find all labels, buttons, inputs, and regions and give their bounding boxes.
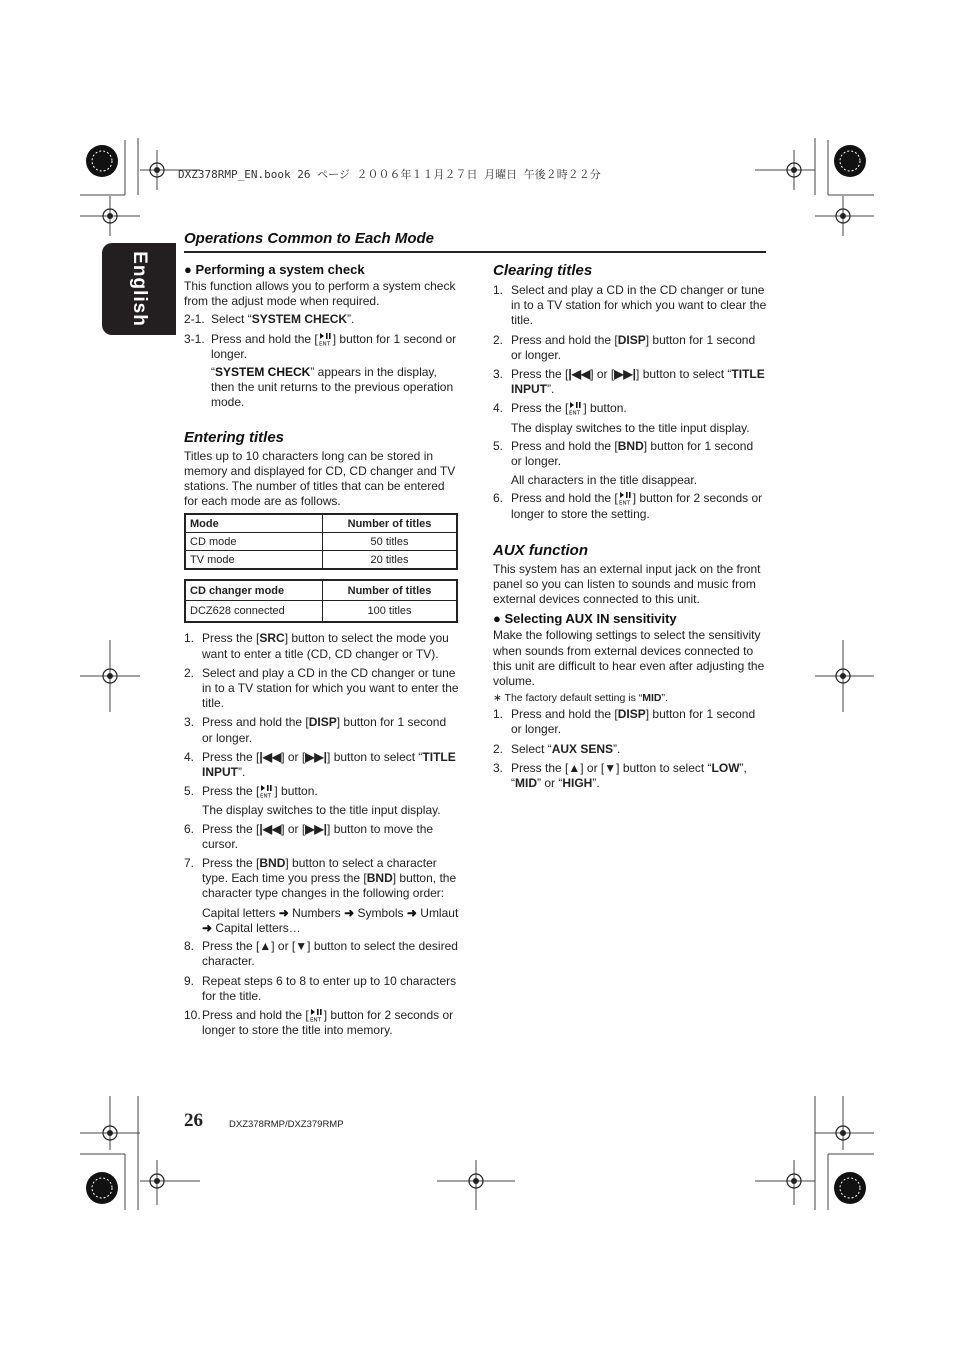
table-row: TV mode 20 titles xyxy=(185,551,457,570)
system-check-heading: ● Performing a system check xyxy=(184,262,365,277)
arrow-right-icon: ➜ xyxy=(278,905,289,920)
factory-default-note: ∗ The factory default setting is “MID”. xyxy=(493,692,668,705)
titles-table-modes xyxy=(184,513,458,570)
enter-step-7: 7. Press the [BND] button to select a character type. Each time you press the [BND] button, the character type changes in the following order: xyxy=(184,856,457,901)
svg-text:ENT: ENT xyxy=(618,500,630,506)
character-type-order: Capital letters ➜ Numbers ➜ Symbols ➜ Umlaut ➜ Capital letters… xyxy=(202,905,459,935)
aux-function-heading: AUX function xyxy=(493,541,588,559)
play-pause-ent-icon xyxy=(259,784,274,798)
enter-step-6: 6. Press the [|◀◀] or [▶▶|] button to move the cursor. xyxy=(184,821,434,851)
svg-text:ENT: ENT xyxy=(569,410,581,416)
clearing-titles-heading: Clearing titles xyxy=(493,262,593,279)
aux-step-2: 2. Select “AUX SENS”. xyxy=(493,741,621,756)
clear-step-3: 3. Press the [|◀◀] or [▶▶|] button to select “TITLE INPUT”. xyxy=(493,367,765,397)
language-tab xyxy=(102,243,176,335)
left-column xyxy=(184,262,460,1038)
up-arrow-icon: ▲ xyxy=(568,760,581,775)
play-pause-ent-icon xyxy=(318,332,333,346)
prev-track-icon: |◀◀ xyxy=(259,821,282,836)
svg-text:ENT: ENT xyxy=(318,341,330,346)
table-header-row: CD changer mode Number of titles xyxy=(185,580,457,601)
section-rule xyxy=(184,251,766,253)
table-row: DCZ628 connected 100 titles xyxy=(185,601,457,623)
next-track-icon: ▶▶| xyxy=(305,749,328,764)
arrow-right-icon: ➜ xyxy=(202,920,213,935)
system-check-intro: This function allows you to perform a system check from the adjust mode when required. xyxy=(184,279,456,309)
clear-step-1: 1. Select and play a CD in the CD changer or tune in to a TV station for which you want to clear the title. xyxy=(493,283,767,328)
table-row: CD mode 50 titles xyxy=(185,533,457,551)
enter-step-5: 5. Press the [ ENT ] button. xyxy=(184,784,318,799)
enter-step-4: 4. Press the [|◀◀] or [▶▶|] button to select “TITLE INPUT”. xyxy=(184,749,456,780)
table-header-row: Mode Number of titles xyxy=(185,514,457,533)
entering-titles-heading: Entering titles xyxy=(184,428,285,446)
aux-step-1: 1. Press and hold the [DISP] button for 1 second or longer. xyxy=(493,707,756,737)
step-3-1: 3-1. Press and hold the [ ENT ] button for 1 second or longer. xyxy=(184,331,457,361)
next-track-icon: ▶▶| xyxy=(614,367,637,382)
play-pause-ent-icon xyxy=(568,401,583,415)
book-info-line: DXZ378RMP_EN.book 26 ページ ２００６年１１月２７日 月曜日 午後２時２２分 xyxy=(178,168,601,181)
prev-track-icon: |◀◀ xyxy=(259,749,282,764)
play-pause-ent-icon xyxy=(309,1008,324,1022)
enter-step-1: 1. Press the [SRC] button to select the mode you want to enter a title (CD, CD changer or TV). xyxy=(184,631,449,661)
clear-step-4: 4. Press the [ ENT ] button. xyxy=(493,401,627,416)
system-check-note: “SYSTEM CHECK” appears in the display, then the unit returns to the previous operation mode. xyxy=(211,365,454,410)
aux-step-3: 3. Press the [▲] or [▼] button to select “LOW”, “MID” or “HIGH”. xyxy=(493,760,747,791)
aux-sensitivity-heading: ● Selecting AUX IN sensitivity xyxy=(493,611,677,627)
enter-step-9: 9. Repeat steps 6 to 8 to enter up to 10 characters for the title. xyxy=(184,973,457,1003)
svg-text:ENT: ENT xyxy=(260,793,272,799)
arrow-right-icon: ➜ xyxy=(406,905,417,920)
down-arrow-icon: ▼ xyxy=(295,939,308,954)
up-arrow-icon: ▲ xyxy=(259,939,272,954)
enter-step-3: 3. Press and hold the [DISP] button for 1 second or longer. xyxy=(184,715,447,745)
right-column xyxy=(493,262,767,791)
play-pause-ent-icon xyxy=(618,491,633,505)
clear-step-5-note: All characters in the title disappear. xyxy=(511,473,698,488)
clear-step-5: 5. Press and hold the [BND] button for 1 second or longer. xyxy=(493,438,754,469)
aux-intro: This system has an external input jack on the front panel so you can listen to sounds and music from external devices connected to this unit. xyxy=(493,561,761,607)
prev-track-icon: |◀◀ xyxy=(568,367,591,382)
aux-description: Make the following settings to select the sensitivity when sounds from external devices connected to this unit are difficult to hear even after adjusting the volume. xyxy=(493,628,765,689)
titles-table-changer xyxy=(184,579,458,623)
model-number: DXZ378RMP/DXZ379RMP xyxy=(229,1119,344,1130)
entering-titles-intro: Titles up to 10 characters long can be stored in memory and displayed for CD, CD changer and TV stations. The number of titles that can be entered for each mode are as follows. xyxy=(184,448,456,509)
entering-titles-steps xyxy=(184,631,460,1038)
arrow-right-icon: ➜ xyxy=(344,905,355,920)
svg-text:ENT: ENT xyxy=(309,1017,321,1022)
enter-step-5-note: The display switches to the title input display. xyxy=(202,803,441,818)
clear-step-4-note: The display switches to the title input display. xyxy=(511,420,750,435)
clear-step-2: 2. Press and hold the [DISP] button for 1 second or longer. xyxy=(493,332,756,362)
down-arrow-icon: ▼ xyxy=(604,760,617,775)
next-track-icon: ▶▶| xyxy=(305,821,328,836)
clear-step-6: 6. Press and hold the [ ENT ] button for 2 seconds or longer to store the setting. xyxy=(493,491,763,521)
enter-step-10: 10. Press and hold the [ ENT ] button for 2 seconds or longer to store the title into memory. xyxy=(184,1007,454,1038)
language-tab-label: English xyxy=(129,251,150,327)
step-2-1: 2-1. Select “SYSTEM CHECK”. xyxy=(184,312,355,327)
enter-step-8: 8. Press the [▲] or [▼] button to select the desired character. xyxy=(184,939,458,969)
page-section-title: Operations Common to Each Mode xyxy=(184,230,435,247)
enter-step-2: 2. Select and play a CD in the CD changer or tune in to a TV station for which you want to enter the title. xyxy=(184,665,459,711)
page-number: 26 xyxy=(184,1110,203,1131)
